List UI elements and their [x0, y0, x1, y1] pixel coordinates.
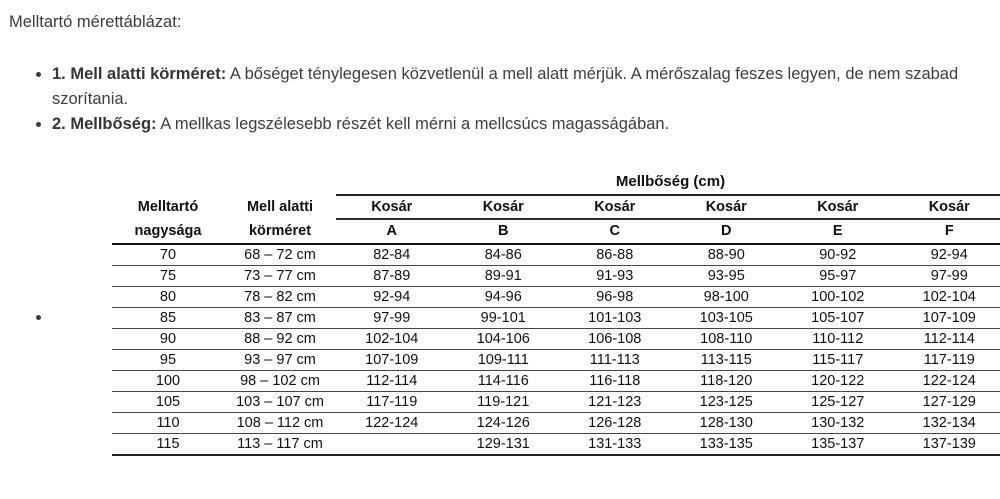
table-cell: 123-125: [671, 392, 783, 413]
table-cell: 78 – 82 cm: [224, 287, 336, 308]
table-row: [112, 308, 1000, 329]
table-cell: 94-96: [448, 287, 560, 308]
table-cell: 95-97: [782, 266, 894, 287]
table-cell: 107-109: [894, 308, 1000, 329]
group-header-row: [112, 171, 1000, 195]
group-header-bust: Mellbőség (cm): [336, 171, 1000, 195]
table-row: [112, 392, 1000, 413]
table-cell: 128-130: [671, 413, 783, 434]
table-row: [112, 287, 1000, 308]
table-cell: 105: [112, 392, 224, 413]
table-cell: 119-121: [448, 392, 560, 413]
header-cell-cup: Kosár: [336, 195, 448, 219]
table-cell: 114-116: [448, 371, 560, 392]
table-cell: 132-134: [894, 413, 1000, 434]
table-cell: 100-102: [782, 287, 894, 308]
table-cell: 109-111: [448, 350, 560, 371]
header-cell-cup: Kosár: [782, 195, 894, 219]
table-cell: 115: [112, 434, 224, 456]
header-cell-cup-letter: E: [782, 219, 894, 244]
instruction-text: A bőséget ténylegesen közvetlenül a mell alatt mérjük. A mérőszalag feszes legyen, de nem szabad szorítania.: [52, 65, 959, 108]
instruction-item-underbust: [0, 62, 990, 112]
table-cell: 92-94: [894, 244, 1000, 266]
header-row-1: [112, 195, 1000, 219]
size-table-wrap: [112, 171, 1000, 456]
table-cell: 122-124: [894, 371, 1000, 392]
table-cell: 112-114: [336, 371, 448, 392]
table-cell: 92-94: [336, 287, 448, 308]
table-cell: 93-95: [671, 266, 783, 287]
table-cell: 115-117: [782, 350, 894, 371]
table-cell: 100: [112, 371, 224, 392]
table-cell: 85: [112, 308, 224, 329]
table-cell: 90-92: [782, 244, 894, 266]
bullet-dot: [36, 122, 41, 127]
table-cell: 116-118: [559, 371, 671, 392]
instruction-lead: 2. Mellbőség:: [52, 115, 157, 133]
page-title: Melltartó mérettáblázat:: [9, 13, 182, 31]
instruction-item-bust: [0, 112, 990, 137]
header-cell-cup-letter: A: [336, 219, 448, 244]
table-cell: 90: [112, 329, 224, 350]
bullet-dot: [36, 72, 41, 77]
table-cell: 86-88: [559, 244, 671, 266]
table-cell: 97-99: [336, 308, 448, 329]
table-cell: 130-132: [782, 413, 894, 434]
header-spacer: [112, 171, 336, 195]
table-cell: 101-103: [559, 308, 671, 329]
table-cell: 108-110: [671, 329, 783, 350]
table-cell: 125-127: [782, 392, 894, 413]
table-cell: 106-108: [559, 329, 671, 350]
table-cell: 120-122: [782, 371, 894, 392]
table-cell: 137-139: [894, 434, 1000, 456]
table-cell: 112-114: [894, 329, 1000, 350]
table-cell: 113-115: [671, 350, 783, 371]
table-cell: 93 – 97 cm: [224, 350, 336, 371]
table-row: [112, 434, 1000, 456]
table-cell: 98 – 102 cm: [224, 371, 336, 392]
table-cell: 89-91: [448, 266, 560, 287]
table-cell: 107-109: [336, 350, 448, 371]
table-cell: 87-89: [336, 266, 448, 287]
table-cell: 126-128: [559, 413, 671, 434]
header-cell-cup-letter: B: [448, 219, 560, 244]
table-cell: 70: [112, 244, 224, 266]
size-table-header: [112, 171, 1000, 244]
table-cell: 82-84: [336, 244, 448, 266]
table-cell: 110: [112, 413, 224, 434]
table-cell: 95: [112, 350, 224, 371]
table-cell: 103 – 107 cm: [224, 392, 336, 413]
table-cell: 118-120: [671, 371, 783, 392]
table-cell: 68 – 72 cm: [224, 244, 336, 266]
table-cell: 91-93: [559, 266, 671, 287]
table-cell: 88-90: [671, 244, 783, 266]
table-row: [112, 244, 1000, 266]
table-cell: 88 – 92 cm: [224, 329, 336, 350]
instruction-text: A mellkas legszélesebb részét kell mérni a mellcsúcs magasságában.: [156, 115, 670, 133]
table-row: [112, 266, 1000, 287]
table-cell: 124-126: [448, 413, 560, 434]
header-cell: nagysága: [112, 219, 224, 244]
table-cell: [336, 434, 448, 456]
table-cell: 122-124: [336, 413, 448, 434]
header-cell: Melltartó: [137, 199, 199, 215]
header-row-2: [112, 219, 1000, 244]
header-cell-cup-letter: F: [894, 219, 1000, 244]
header-cell-cup-letter: D: [671, 219, 783, 244]
table-row: [112, 329, 1000, 350]
table-cell: 97-99: [894, 266, 1000, 287]
header-cell-cup-letter: C: [559, 219, 671, 244]
size-table-item: [0, 171, 990, 456]
table-cell: 98-100: [671, 287, 783, 308]
size-table: [112, 171, 1000, 456]
bullet-dot: [36, 315, 41, 320]
table-cell: 127-129: [894, 392, 1000, 413]
table-cell: 131-133: [559, 434, 671, 456]
table-cell: 105-107: [782, 308, 894, 329]
table-cell: 113 – 117 cm: [224, 434, 336, 456]
table-cell: 83 – 87 cm: [224, 308, 336, 329]
header-cell-cup: Kosár: [671, 195, 783, 219]
table-cell: 117-119: [894, 350, 1000, 371]
table-cell: 108 – 112 cm: [224, 413, 336, 434]
table-row: [112, 350, 1000, 371]
table-cell: 121-123: [559, 392, 671, 413]
table-cell: 96-98: [559, 287, 671, 308]
table-cell: 73 – 77 cm: [224, 266, 336, 287]
header-cell-cup: Kosár: [894, 195, 1000, 219]
table-cell: 133-135: [671, 434, 783, 456]
table-cell: 104-106: [448, 329, 560, 350]
header-cell-cup: Kosár: [448, 195, 560, 219]
table-cell: 135-137: [782, 434, 894, 456]
instructions-list: [0, 62, 1000, 456]
table-cell: 99-101: [448, 308, 560, 329]
table-cell: 102-104: [894, 287, 1000, 308]
table-cell: 111-113: [559, 350, 671, 371]
table-cell: 129-131: [448, 434, 560, 456]
size-table-body: [112, 244, 1000, 455]
header-cell: Mell alatti: [246, 199, 314, 215]
header-cell: körméret: [224, 219, 336, 244]
table-cell: 75: [112, 266, 224, 287]
table-cell: 117-119: [336, 392, 448, 413]
table-cell: 102-104: [336, 329, 448, 350]
table-cell: 80: [112, 287, 224, 308]
table-cell: 103-105: [671, 308, 783, 329]
header-cell-cup: Kosár: [559, 195, 671, 219]
table-row: [112, 413, 1000, 434]
instruction-lead: 1. Mell alatti körméret:: [52, 65, 227, 83]
table-cell: 84-86: [448, 244, 560, 266]
table-row: [112, 371, 1000, 392]
table-cell: 110-112: [782, 329, 894, 350]
